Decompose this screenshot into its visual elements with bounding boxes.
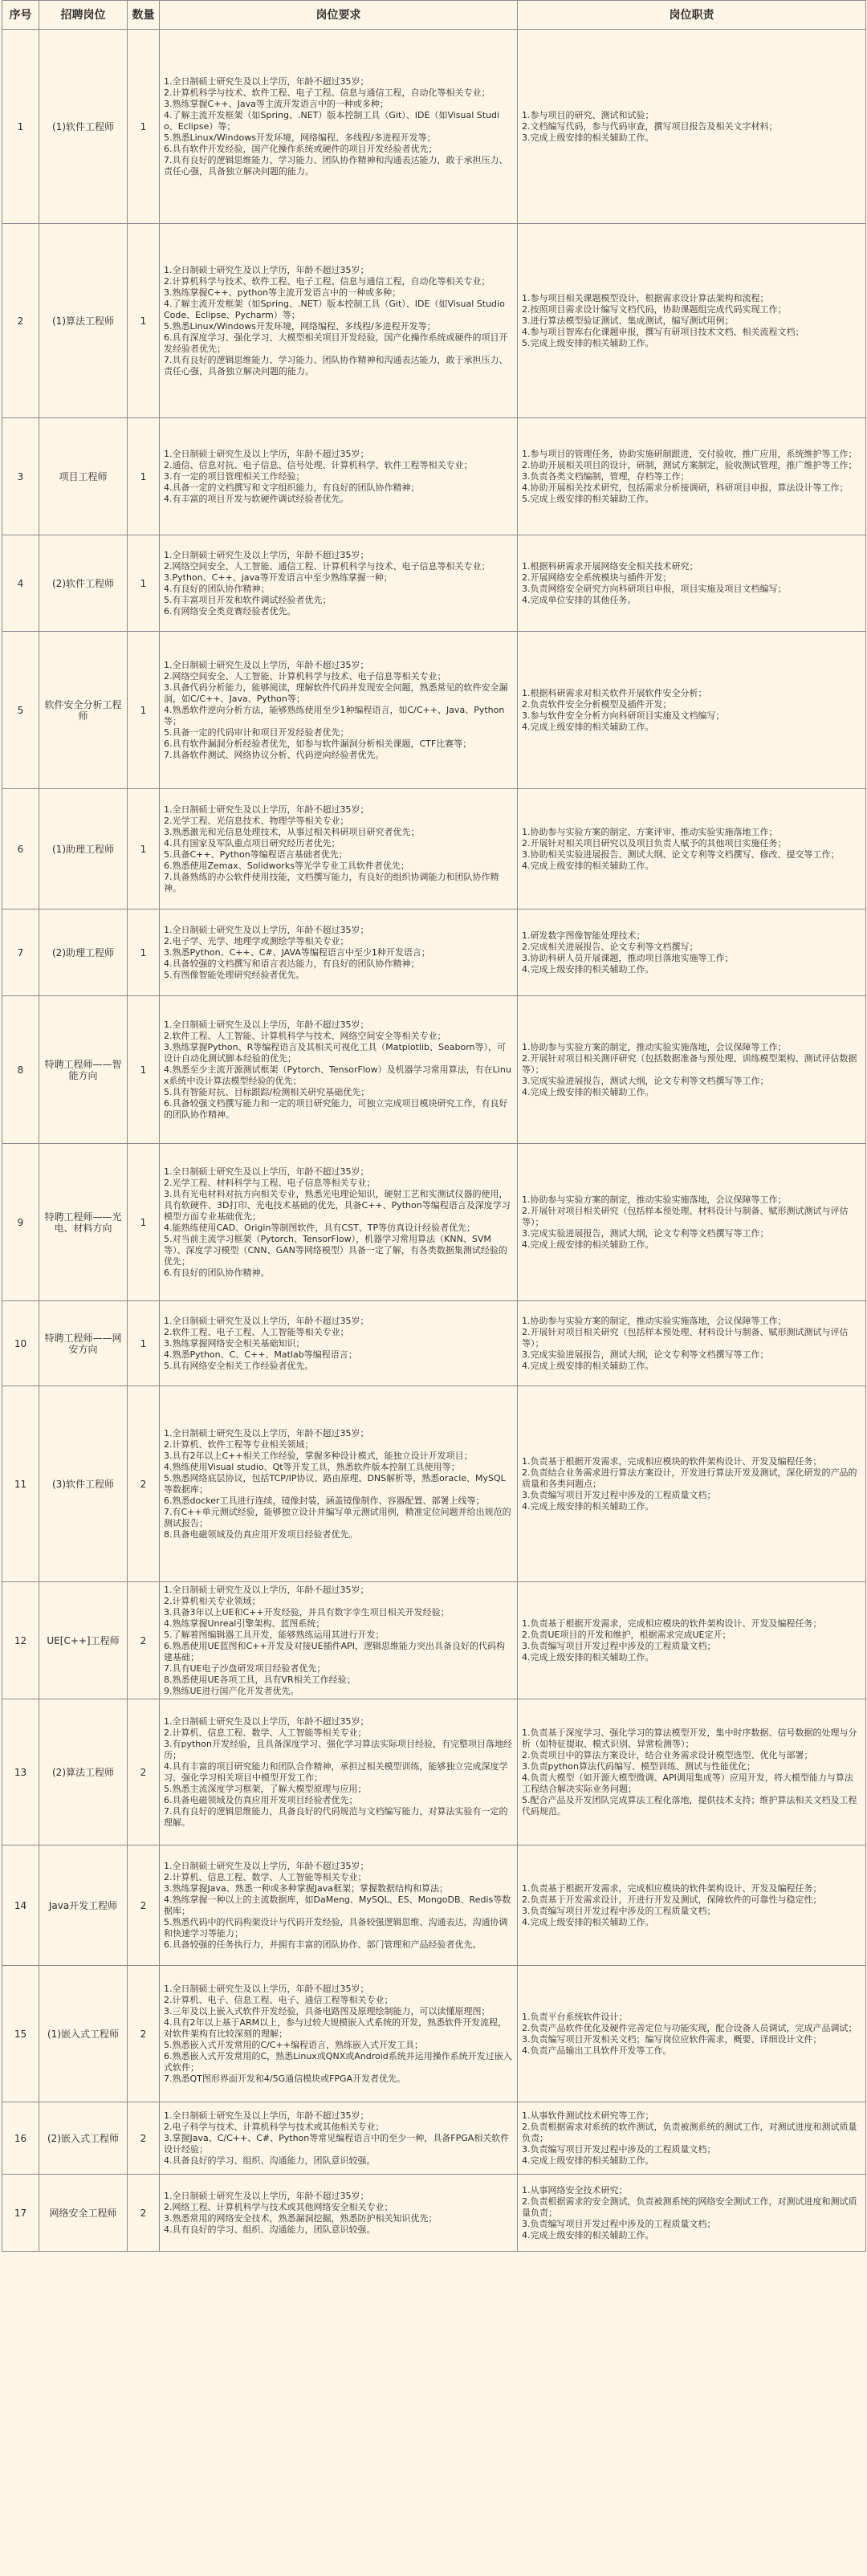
duty-item: 2.按照项目需求设计编写文档代码，协助课题组完成代码实现工作；	[522, 303, 787, 315]
duty-item: 1.负责基于根据开发需求，完成相应模块的软件架构设计、开发及编程任务；	[522, 1618, 822, 1629]
row-requirements	[160, 789, 518, 910]
row-number: 2	[2, 224, 39, 418]
duty-item: 3.负责编写项目开发过程中涉及的工程质量文档；	[522, 1905, 716, 1916]
requirement-item: 5.熟悉网络底层协议，包括TCP/IP协议、路由原理、DNS解析等，熟悉oracle、MySQL等数据库；	[164, 1472, 506, 1495]
header-requirements: 岗位要求	[160, 1, 518, 30]
requirement-item: 2.通信、信息对抗、电子信息、信号处理、计算机科学、软件工程等相关专业；	[164, 459, 473, 470]
requirement-item: 1.全日制硕士研究生及以上学历，年龄不超过35岁；	[164, 1584, 369, 1595]
duty-item: 3.进行算法模型验证测试、集成测试，编写测试用例；	[522, 315, 734, 326]
row-duties	[518, 996, 866, 1144]
requirement-item: 7.具有良好的逻辑思维能力、学习能力、团队协作精神和沟通表达能力，敢于承担压力、责任心强，具备独立解决问题的能力。	[164, 154, 508, 177]
requirement-item: 2.计算机、电子、信息工程、电子、通信工程等相关专业；	[164, 1994, 393, 2005]
duty-item: 1.负责基于深度学习、强化学习的算法模型开发，集中时序数据、信号数据的处理与分析（如特征提取、模式识别、异常检测等）；	[522, 1727, 857, 1749]
duty-item: 3.完成上级安排的相关辅助工作。	[522, 132, 654, 143]
row-duties	[518, 789, 866, 910]
duty-item: 1.参与项目的研究、测试和试验；	[522, 109, 654, 120]
duty-item: 2.开展网络安全系统模块与插件开发；	[522, 572, 672, 583]
requirement-item: 3.熟悉激光和光信息处理技术，从事过相关科研项目研究者优先；	[164, 826, 420, 837]
duty-item: 2.开展针对项目相关测评研究（包括数据准备与预处理、训练模型架构、测试评估数据等）；	[522, 1052, 857, 1075]
duty-item: 4.完成上级安排的相关辅助工作。	[522, 963, 654, 975]
requirement-item: 6.具备电磁领域及仿真应用开发项目经验者优先；	[164, 1794, 358, 1805]
duty-item: 3.负责python算法代码编写、模型训练、测试与性能优化；	[522, 1760, 755, 1772]
row-requirements	[160, 632, 518, 789]
row-number: 10	[2, 1301, 39, 1386]
duty-item: 3.完成实验进展报告，测试大纲，论文专利等文档撰写等工作；	[522, 1075, 769, 1086]
requirement-item: 6.具有软件漏洞分析经验者优先，如参与软件漏洞分析相关课题，CTF比赛等；	[164, 738, 472, 749]
duty-item: 3.负责编写项目开发相关文档；编写岗位应软件需求，概要、详细设计文件；	[522, 2033, 822, 2045]
row-count: 2	[128, 2102, 160, 2175]
duty-item: 4.完成上级安排的相关辅助工作。	[522, 1239, 654, 1250]
duty-item: 3.负责网络安全研究方向科研项目申报，项目实施及项目文档编写；	[522, 583, 787, 594]
row-requirements	[160, 910, 518, 996]
requirement-item: 5.具备C++、Python等编程语言基础者优先；	[164, 848, 348, 860]
requirement-item: 2.软件工程、电子工程、人工智能等相关专业；	[164, 1326, 349, 1337]
requirement-item: 5.具备一定的代码审计和项目开发经验者优先；	[164, 726, 349, 738]
requirement-item: 1.全日制硕士研究生及以上学历，年龄不超过35岁；	[164, 804, 369, 815]
requirement-item: 2.计算机科学与技术、软件工程、电子工程、信息与通信工程，自动化等相关专业；	[164, 275, 490, 287]
table-row	[2, 1301, 866, 1386]
row-duties	[518, 30, 866, 224]
requirement-item: 6.有网络安全类竞赛经验者优先。	[164, 605, 296, 617]
row-position: (1)软件工程师	[39, 30, 128, 224]
requirement-item: 1.全日制硕士研究生及以上学历，年龄不超过35岁；	[164, 659, 369, 670]
row-number: 15	[2, 1966, 39, 2102]
duty-item: 4.负责产品输出工具软件开发等工作。	[522, 2045, 672, 2056]
duty-item: 2.文档编写代码，参与代码审查，撰写项目报告及相关文字材料；	[522, 120, 778, 132]
row-position: (2)算法工程师	[39, 1699, 128, 1846]
requirement-item: 8.具备电磁领域及仿真应用开发项目经验者优先。	[164, 1528, 358, 1540]
row-number: 14	[2, 1846, 39, 1966]
row-requirements	[160, 1966, 518, 2102]
row-requirements	[160, 1582, 518, 1699]
duty-item: 2.开展针对相关项目研究以及项目负责人赋予的其他项目实施任务；	[522, 837, 787, 848]
row-requirements	[160, 2102, 518, 2175]
requirement-item: 4.具有良好的学习、组织、沟通能力，团队意识较强。	[164, 2224, 376, 2235]
row-number: 16	[2, 2102, 39, 2175]
requirement-item: 4.熟悉软件逆向分析方法，能够熟练使用至少1种编程语言，如C/C++、Java、Python等；	[164, 704, 505, 726]
duty-item: 1.协助参与实验方案的制定，推动实验实施落地，会议保障等工作；	[522, 1315, 787, 1326]
row-number: 9	[2, 1144, 39, 1301]
table-row	[2, 1846, 866, 1966]
table-row	[2, 418, 866, 535]
duty-item: 1.根据科研需求对相关软件开展软件安全分析；	[522, 687, 707, 698]
duty-item: 1.负责基于根据开发需求，完成相应模块的软件架构设计、开发及编程任务；	[522, 1882, 822, 1894]
requirement-item: 6.具有软件开发经验，国产化操作系统或硬件的项目开发经验者优先；	[164, 143, 438, 154]
requirement-item: 3.具备3年以上UE和C++开发经验，并具有数字孪生项目相关开发经验；	[164, 1606, 450, 1618]
row-position: 项目工程师	[39, 418, 128, 535]
row-requirements	[160, 418, 518, 535]
requirement-item: 5.有图像智能处理研究经验者优先。	[164, 969, 305, 980]
requirement-item: 3.熟练掌握网络安全相关基础知识；	[164, 1337, 305, 1349]
duty-item: 3.完成实验进展报告，测试大纲，论文专利等文档撰写等工作；	[522, 1227, 769, 1239]
duty-item: 4.完成上级安排的相关辅助工作。	[522, 860, 654, 871]
requirement-item: 4.熟悉至少主流开源测试框架（Pytorch、TensorFlow）及机器学习常用算法，有在Linux系统中设计算法模型经验的优先；	[164, 1064, 511, 1086]
requirement-item: 1.全日制硕士研究生及以上学历，年龄不超过35岁；	[164, 1315, 369, 1326]
row-count: 1	[128, 224, 160, 418]
requirement-item: 1.全日制硕士研究生及以上学历，年龄不超过35岁；	[164, 549, 369, 560]
table-body	[2, 30, 866, 2252]
header-number: 序号	[2, 1, 39, 30]
table-row	[2, 1699, 866, 1846]
duty-item: 3.协助科研人员开展课题，推动项目落地实施等工作；	[522, 952, 734, 963]
table-row	[2, 1386, 866, 1582]
row-number: 6	[2, 789, 39, 910]
requirement-item: 5.有丰富项目开发和软件调试经验者优先；	[164, 594, 332, 605]
duty-item: 4.完成上级安排的相关辅助工作。	[522, 1500, 654, 1512]
header-position: 招聘岗位	[39, 1, 128, 30]
requirement-item: 5.熟悉Linux/Windows开发环境，网络编程、多线程/多进程开发等；	[164, 320, 436, 332]
duty-item: 1.协助参与实验方案的制定、方案评审、推动实验实施落地工作；	[522, 826, 778, 837]
duty-item: 1.研发数字图像智能处理技术；	[522, 930, 645, 941]
row-number: 11	[2, 1386, 39, 1582]
requirement-item: 2.计算机、信息工程、数学、人工智能等相关专业；	[164, 1727, 367, 1738]
row-requirements	[160, 1846, 518, 1966]
requirement-item: 5.熟悉主流深度学习框架，了解大模型原理与应用；	[164, 1783, 367, 1794]
row-position: Java开发工程师	[39, 1846, 128, 1966]
row-count: 2	[128, 1699, 160, 1846]
row-position: (3)软件工程师	[39, 1386, 128, 1582]
requirement-item: 3.有一定的项目管理相关工作经验；	[164, 470, 305, 482]
table-row	[2, 1144, 866, 1301]
requirement-item: 1.全日制硕士研究生及以上学历，年龄不超过35岁；	[164, 2190, 369, 2201]
duty-item: 2.负责项目中的算法方案设计，结合业务需求设计模型选型、优化与部署；	[522, 1749, 813, 1760]
requirement-item: 1.全日制硕士研究生及以上学历，年龄不超过35岁；	[164, 264, 369, 275]
requirement-item: 5.熟悉Linux/Windows开发环境，网络编程、多线程/多进程开发等；	[164, 132, 436, 143]
row-number: 7	[2, 910, 39, 996]
row-number: 1	[2, 30, 39, 224]
duty-item: 4.完成上级安排的相关辅助工作。	[522, 2229, 654, 2240]
row-number: 4	[2, 535, 39, 632]
requirement-item: 3.具有光电材料对抗方向相关专业，熟悉光电理论知识，硬射工艺和实测试仪器的使用，具有软硬件、3D打印、光电技术基础的优先，具备C++、Python等编程语言及深度学习模型方面专业基础优先；	[164, 1188, 511, 1222]
duty-item: 2.完成相关进展报告、论文专利等文档撰写；	[522, 941, 698, 952]
row-requirements	[160, 535, 518, 632]
duty-item: 3.参与软件安全分析方向科研项目实施及文档编写；	[522, 710, 725, 721]
requirement-item: 3.熟悉常用的网络安全技术，熟悉漏洞挖掘，熟悉防护相关知识优先；	[164, 2212, 438, 2224]
requirement-item: 4.了解主流开发框架（如Spring、.NET）版本控制工具（Git）、IDE（如Visual Studio、Eclipse）等；	[164, 109, 500, 132]
requirement-item: 5.了解着图编辑器工具开发，能够熟练运用其进行开发；	[164, 1629, 385, 1640]
row-count: 2	[128, 2175, 160, 2252]
requirement-item: 4.有丰富的项目开发与软硬件调试经验者优先。	[164, 493, 349, 504]
duty-item: 4.完成上级安排的相关辅助工作。	[522, 2155, 654, 2166]
requirement-item: 1.全日制硕士研究生及以上学历，年龄不超过35岁；	[164, 1427, 369, 1439]
requirement-item: 4.能熟练使用CAD、Origin等制图软件，具有CST、TP等仿真设计经验者优先；	[164, 1222, 476, 1233]
duty-item: 2.负责根据需求对系统的软件测试，负责被测系统的测试工作，对测试进度和测试质量负责；	[522, 2121, 857, 2143]
row-position: UE[C++]工程师	[39, 1582, 128, 1699]
duty-item: 2.开展针对项目相关研究（包括样本预处理、材料设计与制备、赋形测试测试与评估等）；	[522, 1326, 849, 1349]
duty-item: 1.参与项目相关课题模型设计，根据需求设计算法架构和流程；	[522, 292, 769, 303]
row-duties	[518, 910, 866, 996]
requirement-item: 4.具有国家及军队重点项目研究经历者优先；	[164, 837, 340, 848]
row-duties	[518, 1699, 866, 1846]
requirement-item: 6.有良好的团队协作精神。	[164, 1267, 270, 1278]
requirement-item: 3.Python、C++、java等开发语言中至少熟练掌握一种；	[164, 572, 393, 583]
requirement-item: 1.全日制硕士研究生及以上学历，年龄不超过35岁；	[164, 75, 369, 87]
table-row	[2, 996, 866, 1144]
row-number: 3	[2, 418, 39, 535]
row-duties	[518, 418, 866, 535]
row-requirements	[160, 224, 518, 418]
row-position: 特聘工程师——网安方向	[39, 1301, 128, 1386]
row-position: (1)算法工程师	[39, 224, 128, 418]
row-duties	[518, 632, 866, 789]
duty-item: 4.完成上级安排的相关辅助工作。	[522, 721, 654, 732]
requirement-item: 2.网络空间安全、人工智能、通信工程、计算机科学与技术、电子信息等相关专业；	[164, 560, 490, 572]
table-row	[2, 1582, 866, 1699]
row-duties	[518, 2175, 866, 2252]
row-position: 网络安全工程师	[39, 2175, 128, 2252]
requirement-item: 2.电子学、光学、地理学或测绘学等相关专业；	[164, 935, 349, 946]
job-requirements-table	[2, 0, 866, 2252]
requirement-item: 2.计算机、信息工程、数学、人工智能等相关专业；	[164, 1871, 367, 1882]
duty-item: 2.负责结合业务需求进行算法方案设计，开发进行算法开发及测试，深化研发的产品的质量和各类问题点；	[522, 1467, 857, 1489]
row-count: 1	[128, 996, 160, 1144]
duty-item: 2.协助开展相关项目的设计，研制，测试方案制定，验收测试管理，推广维护等工作；	[522, 459, 857, 470]
duty-item: 4.完成上级安排的相关辅助工作。	[522, 1360, 654, 1371]
duty-item: 3.协助相关实验进展报告、测试大纲、论文专利等文档撰写、修改、提交等工作；	[522, 848, 840, 860]
duty-item: 1.从事软件测试技术研究等工作；	[522, 2110, 654, 2121]
requirement-item: 1.全日制硕士研究生及以上学历，年龄不超过35岁；	[164, 1715, 369, 1727]
requirement-item: 2.光学工程、光信息技术、物理学等相关专业；	[164, 815, 349, 826]
duty-item: 4.完成单位安排的其他任务。	[522, 594, 637, 605]
requirement-item: 9.熟练UE进行国产化开发者优先。	[164, 1685, 299, 1696]
row-number: 12	[2, 1582, 39, 1699]
requirement-item: 1.全日制硕士研究生及以上学历，年龄不超过35岁；	[164, 1166, 369, 1177]
duty-item: 1.参与项目的管理任务，协助实施研制跟进，交付验收，推广应用，系统维护等工作；	[522, 448, 857, 459]
duty-item: 2.负责基于开发需求设计，开进行开发及测试，保障软件的可靠性与稳定性；	[522, 1894, 822, 1905]
row-position: (1)助理工程师	[39, 789, 128, 910]
duty-item: 4.完成上级安排的相关辅助工作。	[522, 1651, 654, 1662]
row-count: 1	[128, 632, 160, 789]
table-row	[2, 789, 866, 910]
row-count: 1	[128, 789, 160, 910]
requirement-item: 5.具有智能对抗、目标跟踪/检测相关研究基础优先；	[164, 1086, 370, 1097]
requirement-item: 7.具有良好的逻辑思维能力，具备良好的代码规范与文档编写能力，对算法实验有一定的理解。	[164, 1805, 508, 1828]
requirement-item: 5.对当前主流学习框架（Pytorch、TensorFlow），机器学习常用算法（KNN、SVM等）、深度学习模型（CNN、GAN等网络模型）具备一定了解，有各类数据集测试经验的优先；	[164, 1233, 507, 1267]
requirement-item: 3.有python开发经验，且具备深度学习、强化学习算法实际项目经验，有完整项目落地经历；	[164, 1738, 512, 1760]
row-duties	[518, 1966, 866, 2102]
duty-item: 4.负责大模型（如开源大模型微调、API调用集成等）应用开发，将大模型能力与算法工程结合解决实际业务问题；	[522, 1772, 853, 1794]
duty-item: 1.负责平台系统软件设计；	[522, 2011, 628, 2022]
row-duties	[518, 535, 866, 632]
requirement-item: 1.全日制硕士研究生及以上学历，年龄不超过35岁；	[164, 2110, 369, 2121]
duty-item: 3.负责各类文档编制，管理，存档等工作；	[522, 470, 690, 482]
table-row	[2, 632, 866, 789]
requirement-item: 3.熟悉Python、C++、C#、JAVA等编程语言中至少1种开发语言；	[164, 946, 430, 958]
duty-item: 1.负责基于根据开发需求，完成相应模块的软件架构设计、开发及编程任务；	[522, 1455, 822, 1467]
row-count: 1	[128, 30, 160, 224]
requirement-item: 6.熟悉使用UE蓝图和C++开发及对接UE插件API，逻辑思维能力突出具备良好的代码构建基础；	[164, 1640, 506, 1662]
duty-item: 5.完成上级安排的相关辅助工作。	[522, 493, 654, 504]
duty-item: 2.负责软件安全分析模型及插件开发；	[522, 698, 672, 710]
row-duties	[518, 224, 866, 418]
duty-item: 3.负责编写项目开发过程中涉及的工程质量文档；	[522, 1640, 716, 1651]
row-number: 8	[2, 996, 39, 1144]
row-duties	[518, 1386, 866, 1582]
table-header-row	[2, 1, 866, 30]
requirement-item: 2.计算机科学与技术、软件工程、电子工程、信息与通信工程，自动化等相关专业；	[164, 87, 490, 98]
row-position: 特聘工程师——智能方向	[39, 996, 128, 1144]
duty-item: 4.协助开展相关技术研究，包括需求分析接调研，科研项目申报，算法设计等工作；	[522, 482, 849, 493]
row-position: 软件安全分析工程师	[39, 632, 128, 789]
requirement-item: 8.熟悉使用UE各项工具，具有VR相关工作经验；	[164, 1674, 356, 1685]
requirement-item: 1.全日制硕士研究生及以上学历，年龄不超过35岁；	[164, 1860, 369, 1871]
row-requirements	[160, 30, 518, 224]
requirement-item: 7.具备软件测试、网络协议分析、代码逆向经验者优先。	[164, 749, 385, 760]
requirement-item: 2.电子科学与技术、计算机科学与技术或其他相关专业；	[164, 2121, 385, 2132]
duty-item: 2.负责根据需求的安全测试，负责被测系统的网络安全测试工作，对测试进度和测试质量负责；	[522, 2196, 857, 2218]
requirement-item: 2.光学工程、材料科学与工程、电子信息等相关专业；	[164, 1177, 376, 1188]
row-duties	[518, 1301, 866, 1386]
row-count: 2	[128, 1386, 160, 1582]
requirement-item: 4.了解主流开发框架（如Spring、.NET）版本控制工具（Git）、IDE（如Visual Studio Code、Eclipse、Pycharm）等；	[164, 298, 505, 320]
duty-item: 1.从事网络安全技术研究；	[522, 2184, 628, 2196]
requirement-item: 3.具有2年以上C++相关工作经验，掌握多种设计模式，能独立设计开发项目；	[164, 1450, 473, 1461]
requirement-item: 2.软件工程、人工智能、计算机科学与技术、网络空间安全等相关专业；	[164, 1030, 446, 1041]
requirement-item: 4.有良好的团队协作精神；	[164, 583, 270, 594]
requirement-item: 2.计算机相关专业领域；	[164, 1595, 261, 1606]
requirement-item: 3.掌握Java、C/C++、C#、Python等常见编程语言中的至少一种，具备FPGA相关软件设计经验；	[164, 2132, 510, 2155]
table-row	[2, 2102, 866, 2175]
requirement-item: 6.熟悉嵌入式开发常用的C，熟悉Linux或QNX或Android系统并运用操作系统开发过嵌入式软件；	[164, 2050, 512, 2073]
requirement-item: 4.具有2年以上基于ARM以上，参与过较大规模嵌入式系统的开发，熟悉软件开发流程，对软件架构有比较深刻的理解；	[164, 2016, 507, 2039]
row-count: 2	[128, 1846, 160, 1966]
requirement-item: 7.有C++单元测试经验，能够独立设计并编写单元测试用例，精准定位问题并给出规范的测试报告；	[164, 1506, 511, 1528]
duty-item: 3.完成实验进展报告，测试大纲，论文专利等文档撰写等工作；	[522, 1349, 769, 1360]
row-position: (2)嵌入式工程师	[39, 2102, 128, 2175]
requirement-item: 6.具备较强文档撰写能力和一定的项目研究能力，可独立完成项目模块研究工作，有良好的团队协作精神。	[164, 1097, 508, 1120]
requirement-item: 1.全日制硕士研究生及以上学历，年龄不超过35岁；	[164, 924, 369, 935]
row-requirements	[160, 1699, 518, 1846]
row-position: 特聘工程师——光电、材料方向	[39, 1144, 128, 1301]
duty-item: 2.负责产品软件优化及硬件完善定位与功能实现，配合设备人员调试，完成产品调试；	[522, 2022, 857, 2033]
requirement-item: 4.具有丰富的项目研究能力和团队合作精神，承担过相关模型训练，能够独立完成深度学习、强化学习相关项目中模型开发工作；	[164, 1760, 508, 1783]
row-count: 1	[128, 1301, 160, 1386]
requirement-item: 3.熟练掌握C++、python等主流开发语言中的一种或多种；	[164, 287, 401, 298]
requirement-item: 4.熟练掌握Unreal引擎架构、蓝图系统；	[164, 1618, 325, 1629]
duty-item: 5.配合产品及开发团队完成算法工程化落地，提供技术支持；维护算法相关文档及工程代码规范。	[522, 1794, 857, 1817]
table-row	[2, 1966, 866, 2102]
row-position: (2)助理工程师	[39, 910, 128, 996]
table-row	[2, 2175, 866, 2252]
row-requirements	[160, 1386, 518, 1582]
table-row	[2, 30, 866, 224]
table-row	[2, 535, 866, 632]
row-count: 2	[128, 1582, 160, 1699]
requirement-item: 4.具备一定的文档撰写和文字组织能力，有良好的团队协作精神；	[164, 482, 420, 493]
requirement-item: 2.网络工程、计算机科学与技术或其他网络安全相关专业；	[164, 2201, 393, 2212]
duty-item: 4.完成上级安排的相关辅助工作。	[522, 1086, 654, 1097]
row-number: 17	[2, 2175, 39, 2252]
row-count: 1	[128, 1144, 160, 1301]
row-count: 1	[128, 418, 160, 535]
duty-item: 5.完成上级安排的相关辅助工作。	[522, 337, 654, 348]
row-requirements	[160, 996, 518, 1144]
row-requirements	[160, 1301, 518, 1386]
row-position: (1)嵌入式工程师	[39, 1966, 128, 2102]
requirement-item: 5.具有网络安全相关工作经验者优先。	[164, 1360, 314, 1371]
requirement-item: 6.具有深度学习、强化学习、大模型相关项目开发经验，国产化操作系统或硬件的项目开发经验者优先；	[164, 332, 508, 354]
requirement-item: 2.计算机、软件工程等专业相关领域；	[164, 1439, 314, 1450]
requirement-item: 3.熟练掌握C++、Java等主流开发语言中的一种或多种；	[164, 98, 389, 109]
requirement-item: 6.熟悉使用Zemax、Solidworks等光学专业工具软件者优先；	[164, 860, 409, 871]
row-position: (2)软件工程师	[39, 535, 128, 632]
row-count: 2	[128, 1966, 160, 2102]
duty-item: 2.负责UE项目的开发和维护，根据需求完成UE定开；	[522, 1629, 731, 1640]
row-requirements	[160, 1144, 518, 1301]
row-count: 1	[128, 910, 160, 996]
requirement-item: 4.熟悉Python、C、C++、Matlab等编程语言；	[164, 1349, 357, 1360]
row-requirements	[160, 2175, 518, 2252]
requirement-item: 4.具备良好的学习、组织、沟通能力，团队意识较强。	[164, 2155, 376, 2166]
requirement-item: 5.熟悉代码中的代码构架设计与代码开发经验，具备较强逻辑思维、沟通表达，沟通协调和快速学习等能力；	[164, 1916, 508, 1939]
duty-item: 4.完成上级安排的相关辅助工作。	[522, 1916, 654, 1927]
header-count: 数量	[128, 1, 160, 30]
requirement-item: 1.全日制硕士研究生及以上学历，年龄不超过35岁；	[164, 448, 369, 459]
requirement-item: 4.具备较强的文档撰写和语言表达能力，有良好的团队协作精神；	[164, 958, 420, 969]
table-row	[2, 910, 866, 996]
requirement-item: 1.全日制硕士研究生及以上学历，年龄不超过35岁；	[164, 1019, 369, 1030]
duty-item: 1.根据科研需求开展网络安全相关技术研究；	[522, 560, 698, 572]
duty-item: 4.参与项目智库右化课题申报，撰写有研项目技术文档、相关流程文档；	[522, 326, 804, 337]
row-count: 1	[128, 535, 160, 632]
requirement-item: 7.具有UE电子沙盘研发项目经验者优先；	[164, 1662, 326, 1674]
requirement-item: 6.熟悉docker工具进行连续，镜像封装，涵盖镜像制作、容器配置、部署上线等；	[164, 1495, 485, 1506]
duty-item: 3.负责编写项目开发过程中涉及的工程质量文档；	[522, 2143, 716, 2155]
row-number: 13	[2, 1699, 39, 1846]
requirement-item: 3.熟练掌握Python、R等编程语言及其相关可视化工具（Matplotlib、Seaborn等），可设计自动化测试脚本经验的优先；	[164, 1041, 506, 1064]
duty-item: 1.协助参与实验方案的制定，推动实验实施落地，会议保障等工作；	[522, 1194, 787, 1205]
requirement-item: 3.具备代码分析能力，能够阅读，理解软件代码并发现安全问题，熟悉常见的软件安全漏洞，如C/C++、Java、Python等；	[164, 682, 508, 704]
row-duties	[518, 2102, 866, 2175]
requirement-item: 2.网络空间安全、人工智能、计算机科学与技术、电子信息等相关专业；	[164, 670, 446, 682]
requirement-item: 7.熟悉QT图形界面开发和4/5G通信模块或FPGA开发者优先。	[164, 2073, 406, 2084]
requirement-item: 1.全日制硕士研究生及以上学历，年龄不超过35岁；	[164, 1983, 369, 1994]
table-row	[2, 224, 866, 418]
row-duties	[518, 1582, 866, 1699]
duty-item: 3.负责编写项目开发过程中涉及的工程质量文档；	[522, 2218, 716, 2229]
requirement-item: 7.具备熟练的办公软件使用技能，文档撰写能力，有良好的组织协调能力和团队协作精神。	[164, 871, 499, 893]
requirement-item: 3.熟练掌握Java、熟悉一种或多种掌握Java框架；掌握数据结构和算法；	[164, 1882, 448, 1894]
requirement-item: 3.三年及以上嵌入式软件开发经验，具备电路图及原理绘制能力，可以读懂原理图；	[164, 2005, 490, 2016]
requirement-item: 6.具备较强的任务执行力，并拥有丰富的团队协作、部门管理和产品经验者优先。	[164, 1939, 482, 1950]
requirement-item: 4.熟练使用Visual studio、Qt等开发工具，熟悉软件版本控制工具使用等；	[164, 1461, 460, 1472]
row-duties	[518, 1846, 866, 1966]
duty-item: 1.协助参与实验方案的制定，推动实验实施落地，会议保障等工作；	[522, 1041, 787, 1052]
requirement-item: 5.熟悉嵌入式开发常用的C/C++编程语言，熟练嵌入式开发工具；	[164, 2039, 423, 2050]
header-duties: 岗位职责	[518, 1, 866, 30]
duty-item: 3.负责编写项目开发过程中涉及的工程质量文档；	[522, 1489, 716, 1500]
requirement-item: 4.熟练掌握一种以上的主流数据库，如DaMeng、MySQL、ES、MongoDB、Redis等数据库；	[164, 1894, 511, 1916]
requirement-item: 7.具有良好的逻辑思维能力、学习能力、团队协作精神和沟通表达能力，敢于承担压力、责任心强，具备独立解决问题的能力。	[164, 354, 508, 376]
row-number: 5	[2, 632, 39, 789]
row-duties	[518, 1144, 866, 1301]
duty-item: 2.开展针对项目相关研究（包括样本预处理、材料设计与制备、赋形测试测试与评估等）；	[522, 1205, 849, 1227]
